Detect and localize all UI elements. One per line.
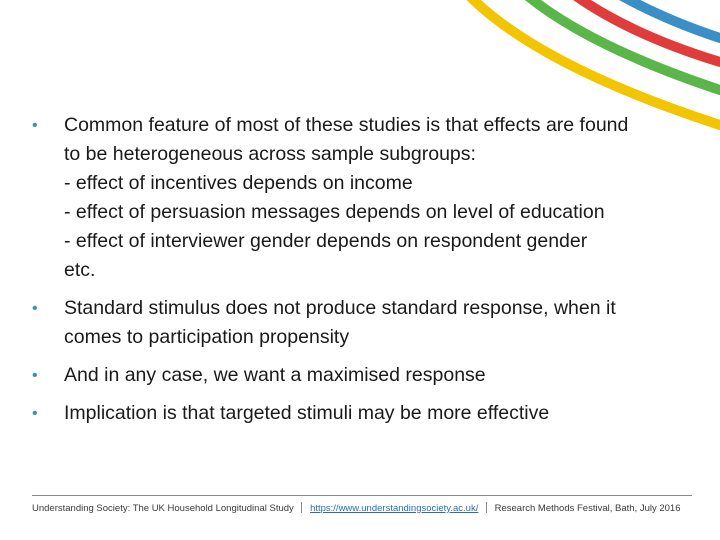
bullet-text: Common feature of most of these studies is that effects are found: [64, 114, 629, 136]
bullet-item: [32, 361, 712, 390]
bullet-text: etc.: [64, 259, 96, 281]
arc-blue: [595, 0, 720, 38]
bullet-marker-icon: •: [32, 405, 38, 422]
bullet-list: [32, 111, 712, 437]
footer-study-name: Understanding Society: The UK Household Longitudinal Study: [32, 503, 294, 514]
bullet-item: [32, 111, 712, 285]
arc-red: [555, 0, 720, 62]
bullet-text: And in any case, we want a maximised response: [64, 364, 486, 386]
footer-separator: [301, 502, 302, 513]
bullet-item: [32, 399, 712, 428]
bullet-marker-icon: •: [32, 117, 38, 134]
footer-separator: [486, 502, 487, 513]
footer-event: Research Methods Festival, Bath, July 2016: [494, 503, 681, 514]
footer: [32, 502, 702, 515]
bullet-text: comes to participation propensity: [64, 326, 350, 348]
bullet-item: [32, 294, 712, 352]
arc-yellow: [455, 0, 720, 125]
footer-divider: [32, 495, 692, 496]
bullet-text: Standard stimulus does not produce standard response, when it: [64, 297, 616, 319]
bullet-text: to be heterogeneous across sample subgroups:: [64, 143, 476, 165]
footer-url-link[interactable]: https://www.understandingsociety.ac.uk/: [310, 503, 479, 514]
bullet-text: Implication is that targeted stimuli may be more effective: [64, 402, 550, 424]
bullet-marker-icon: •: [32, 300, 38, 317]
bullet-text: - effect of persuasion messages depends on level of education: [64, 201, 605, 223]
arc-green: [510, 0, 720, 90]
bullet-text: - effect of incentives depends on income: [64, 172, 413, 194]
bullet-marker-icon: •: [32, 367, 38, 384]
bullet-text: - effect of interviewer gender depends on respondent gender: [64, 230, 588, 252]
